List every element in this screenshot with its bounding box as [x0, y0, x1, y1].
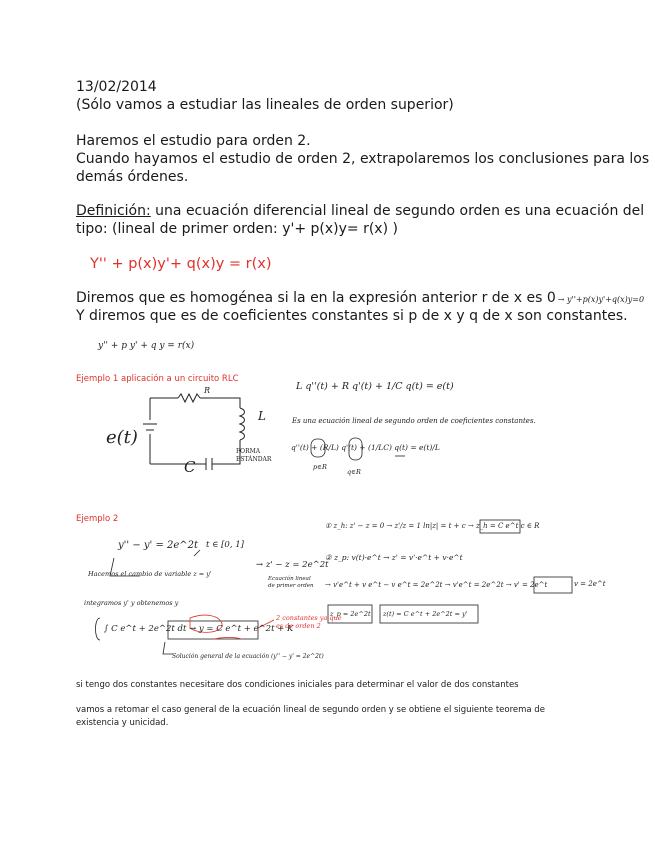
- change-variable-note: Hacemos el cambio de variable z = y': [88, 570, 212, 578]
- forma-estandar-label: FORMA ESTÁNDAR: [236, 448, 272, 463]
- z-equation-note: Ecuación lineal de primer orden: [268, 576, 314, 589]
- particular-step: ② z_p: v(t)·e^t → z' = v'·e^t + v·e^t: [325, 553, 463, 562]
- intro-line-2: Cuando hayamos el estudio de orden 2, extrapolaremos los conclusiones para los: [76, 151, 650, 167]
- example2-domain: t ∈ [0, 1]: [206, 540, 244, 550]
- homogeneous-note: → y''+p(x)y'+q(x)y=0: [557, 295, 645, 304]
- substitution-step: → v'e^t + v e^t − v e^t = 2e^2t → v'e^t = 2e^2t → v' = 2e^t: [325, 581, 548, 589]
- label-r: R: [204, 386, 211, 395]
- homogeneous-line-2: Y diremos que es de coeficientes constantes si p de x y q de x son constantes.: [76, 308, 628, 324]
- example2-equation: y'' − y' = 2e^2t: [118, 540, 199, 551]
- label-c: C: [184, 458, 196, 476]
- closing-line-1: si tengo dos constantes necesitare dos condiciones iniciales para determinar el valor de dos constantes: [76, 680, 519, 690]
- integral-expression: ∫ C e^t + 2e^2t dt → y = C e^t + e^2t + K: [104, 624, 294, 634]
- definition-label: Definición:: [76, 203, 151, 219]
- v-result: v = 2e^t: [574, 580, 606, 588]
- intro-line-1: Haremos el estudio para orden 2.: [76, 133, 311, 149]
- example1-equation: L q''(t) + R q'(t) + 1/C q(t) = e(t): [296, 381, 454, 392]
- z-equation: → z' − z = 2e^2t: [256, 560, 329, 570]
- z-result: z(t) = C e^t + 2e^2t = y': [383, 610, 468, 618]
- integral-sign: [96, 618, 101, 640]
- subtitle: (Sólo vamos a estudiar las lineales de orden superior): [76, 97, 454, 113]
- q-real-label: q∈R: [347, 468, 361, 476]
- zp-result: z_p = 2e^2t: [330, 610, 371, 618]
- example2-title: Ejemplo 2: [76, 514, 119, 524]
- constants-note: 2 constantes ya que es de orden 2: [276, 614, 342, 630]
- closing-line-2: vamos a retomar el caso general de la ecuación lineal de segundo orden y se obtiene el siguiente teorema de: [76, 705, 545, 715]
- circuit-wire-top-right: [200, 398, 240, 408]
- example1-title: Ejemplo 1 aplicación a un circuito RLC: [76, 374, 239, 384]
- homogeneous-text: Diremos que es homogénea si la en la expresión anterior r de x es 0: [76, 290, 556, 306]
- definition-text-2: tipo: (lineal de primer orden: y'+ p(x)y= r(x) ): [76, 221, 398, 237]
- label-e-t: e(t): [106, 427, 138, 448]
- intro-line-3: demás órdenes.: [76, 169, 189, 185]
- definition-text-1: una ecuación diferencial lineal de segundo orden es una ecuación del: [150, 203, 645, 219]
- definition-equation: Y'' + p(x)y'+ q(x)y = r(x): [90, 256, 272, 272]
- example1-note: Es una ecuación lineal de segundo orden de coeficientes constantes.: [292, 417, 536, 425]
- homogeneous-step: ① z_h: z' − z = 0 → z'/z = 1 ln|z| = t + c → z_h = C e^t c ∈ R: [325, 522, 540, 530]
- date-heading: 13/02/2014: [76, 79, 157, 95]
- inductor-symbol: [240, 408, 245, 440]
- example1-standard-form: q''(t) + (R/L) q'(t) + (1/LC) q(t) = e(t)/L: [291, 443, 440, 452]
- general-solution-note: Solución general de la ecuación (y'' − y' = 2e^2t): [172, 653, 324, 660]
- closing-line-3: existencia y unicidad.: [76, 718, 169, 728]
- resistor-symbol: [178, 394, 200, 402]
- p-real-label: p∈R: [313, 463, 327, 471]
- integrate-note: integramos y' y obtenemos y: [84, 599, 179, 607]
- handwritten-general-form: y'' + p y' + q y = r(x): [98, 341, 195, 351]
- capacitor-symbol: [206, 458, 212, 470]
- label-l: L: [258, 409, 266, 423]
- voltage-source-symbol: [143, 398, 157, 464]
